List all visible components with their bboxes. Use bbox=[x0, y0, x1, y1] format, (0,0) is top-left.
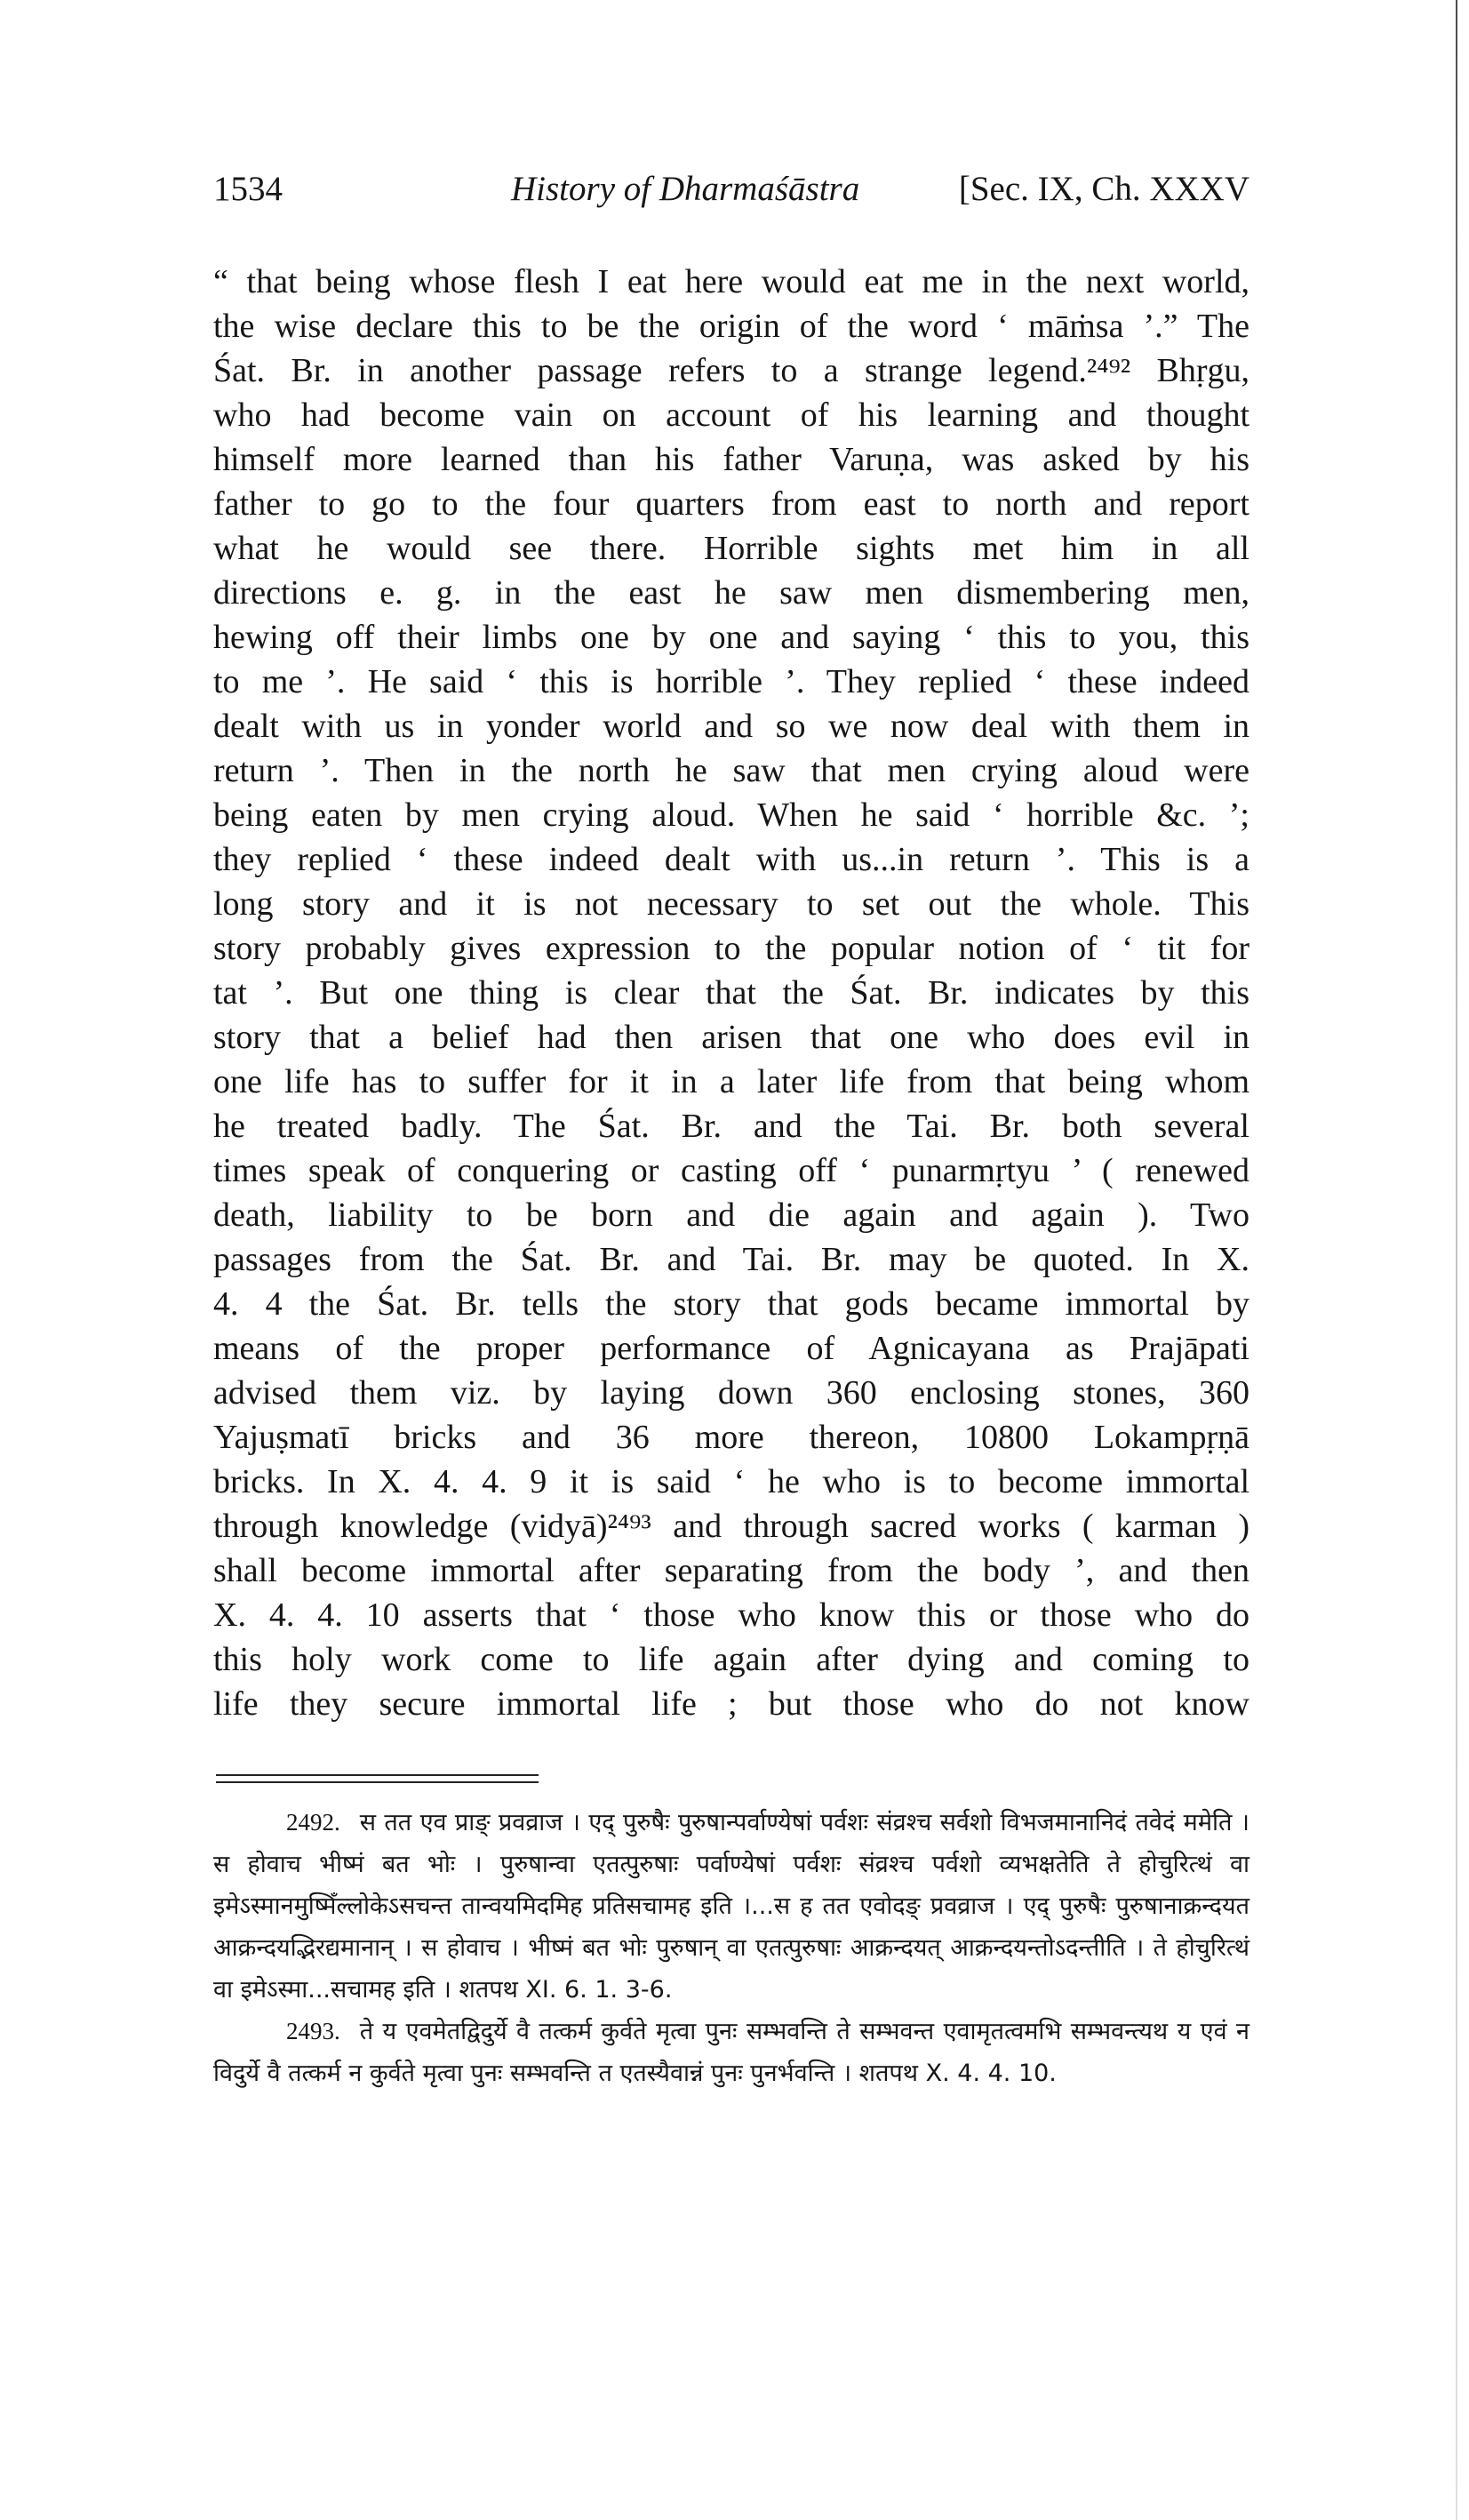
text-line: times speak of conquering or casting off ‘ punarmṛtyu ’ ( renewed bbox=[213, 1152, 1249, 1189]
text-line: what he would see there. Horrible sights met him in all bbox=[213, 530, 1249, 567]
text-line: Yajuṣmatī bricks and 36 more thereon, 10800 Lokampṛṇā bbox=[213, 1419, 1249, 1456]
text-line: death, liability to be born and die again and again ). Two bbox=[213, 1196, 1249, 1234]
text-line: father to go to the four quarters from east to north and report bbox=[213, 485, 1249, 523]
page-header bbox=[213, 169, 1249, 222]
text-line: directions e. g. in the east he saw men dismembering men, bbox=[213, 574, 1249, 612]
text-line: the wise declare this to be the origin of the word ‘ māṁsa ’.” The bbox=[213, 308, 1249, 345]
text-line: tat ’. But one thing is clear that the Śat. Br. indicates by this bbox=[213, 974, 1249, 1012]
footnote-2493 bbox=[213, 2011, 1249, 2094]
text-line: dealt with us in yonder world and so we now deal with them in bbox=[213, 708, 1249, 745]
text-line: long story and it is not necessary to set out the whole. This bbox=[213, 885, 1249, 923]
text-line: “ that being whose flesh I eat here would eat me in the next world, bbox=[213, 263, 1249, 300]
text-line: life they secure immortal life ; but those who do not know bbox=[213, 1685, 1249, 1723]
book-title: History of Dharmaśāstra bbox=[511, 170, 860, 208]
page-number: 1534 bbox=[213, 170, 283, 208]
text-line: hewing off their limbs one by one and saying ‘ this to you, this bbox=[213, 619, 1249, 656]
section-reference: [Sec. IX, Ch. XXXV bbox=[958, 170, 1249, 208]
text-line: he treated badly. The Śat. Br. and the Tai. Br. both several bbox=[213, 1108, 1249, 1145]
text-line: shall become immortal after separating from the body ’, and then bbox=[213, 1552, 1249, 1589]
text-line: one life has to suffer for it in a later life from that being whom bbox=[213, 1063, 1249, 1100]
text-line: story that a belief had then arisen that one who does evil in bbox=[213, 1019, 1249, 1056]
text-line: being eaten by men crying aloud. When he said ‘ horrible &c. ’; bbox=[213, 796, 1249, 834]
text-line: return ’. Then in the north he saw that men crying aloud were bbox=[213, 752, 1249, 789]
text-line: advised them viz. by laying down 360 enclosing stones, 360 bbox=[213, 1374, 1249, 1412]
text-line: this holy work come to life again after dying and coming to bbox=[213, 1641, 1249, 1678]
footnote-text: स तत एव प्राङ् प्रवव्राज । एद् पुरुषैः पुरुषान्पर्वाण्येषां पर्वशः संव्रश्च सर्वशो विभजमानानिदं तवेदं ममेति । स होवाच भीष्मं बत भोः । पुरुषान्वा एतत्पुरुषाः पर्वाण्येषां पर्वशः संव्रश्च पर्वशो व्यभक्षतेति ते होचुरित्थं वा इमेऽस्मानमुष्मिँल्लोकेऽसचन्त तान्वयमिदमिह प्रतिसचामह इति ।...स ह तत एवोदङ् प्रवव्राज । एद् पुरुषैः पुरुषानाक्रन्दयत आक्रन्दयद्भिरद्यमानान् । स होवाच । भीष्मं बत भोः पुरुषान् वा एतत्पुरुषाः आक्रन्दयत् आक्रन्दयन्तोऽदन्तीति । ते होचुरित्थं वा इमेऽस्मा...सचामह इति । शतपथ XI. 6. 1. 3-6. bbox=[213, 1809, 1249, 2004]
text-line: to me ’. He said ‘ this is horrible ’. They replied ‘ these indeed bbox=[213, 663, 1249, 700]
text-line: 4. 4 the Śat. Br. tells the story that gods became immortal by bbox=[213, 1285, 1249, 1323]
footnote-number: 2493. bbox=[286, 2018, 340, 2044]
page-edge-rule bbox=[1456, 0, 1457, 2520]
body-text bbox=[213, 260, 1249, 1726]
text-line: they replied ‘ these indeed dealt with us...in return ’. This is a bbox=[213, 841, 1249, 878]
text-line: himself more learned than his father Varuṇa, was asked by his bbox=[213, 441, 1249, 478]
text-line: means of the proper performance of Agnicayana as Prajāpati bbox=[213, 1330, 1249, 1367]
footnotes bbox=[213, 1802, 1249, 2094]
text-line: X. 4. 4. 10 asserts that ‘ those who know this or those who do bbox=[213, 1596, 1249, 1634]
text-line: who had become vain on account of his learning and thought bbox=[213, 396, 1249, 434]
text-line: Śat. Br. in another passage refers to a strange legend.²⁴⁹² Bhṛgu, bbox=[213, 352, 1249, 389]
footnote-text: ते य एवमेतद्विदुर्ये वै तत्कर्म कुर्वते मृत्वा पुनः सम्भवन्ति ते सम्भवन्त एवामृतत्वमभि सम्भवन्त्यथ य एवं न विदुर्ये वै तत्कर्म न कुर्वते मृत्वा पुनः सम्भवन्ति त एतस्यैवान्नं पुनः पुनर्भवन्ति । शतपथ X. 4. 4. 10. bbox=[213, 2018, 1249, 2087]
footnote-2492 bbox=[213, 1802, 1249, 2011]
text-line: through knowledge (vidyā)²⁴⁹³ and through sacred works ( karman ) bbox=[213, 1508, 1249, 1545]
text-line: bricks. In X. 4. 4. 9 it is said ‘ he who is to become immortal bbox=[213, 1463, 1249, 1500]
text-line: passages from the Śat. Br. and Tai. Br. may be quoted. In X. bbox=[213, 1241, 1249, 1278]
text-line: story probably gives expression to the popular notion of ‘ tit for bbox=[213, 930, 1249, 967]
footnote-separator bbox=[216, 1774, 539, 1783]
footnote-number: 2492. bbox=[286, 1809, 340, 1836]
